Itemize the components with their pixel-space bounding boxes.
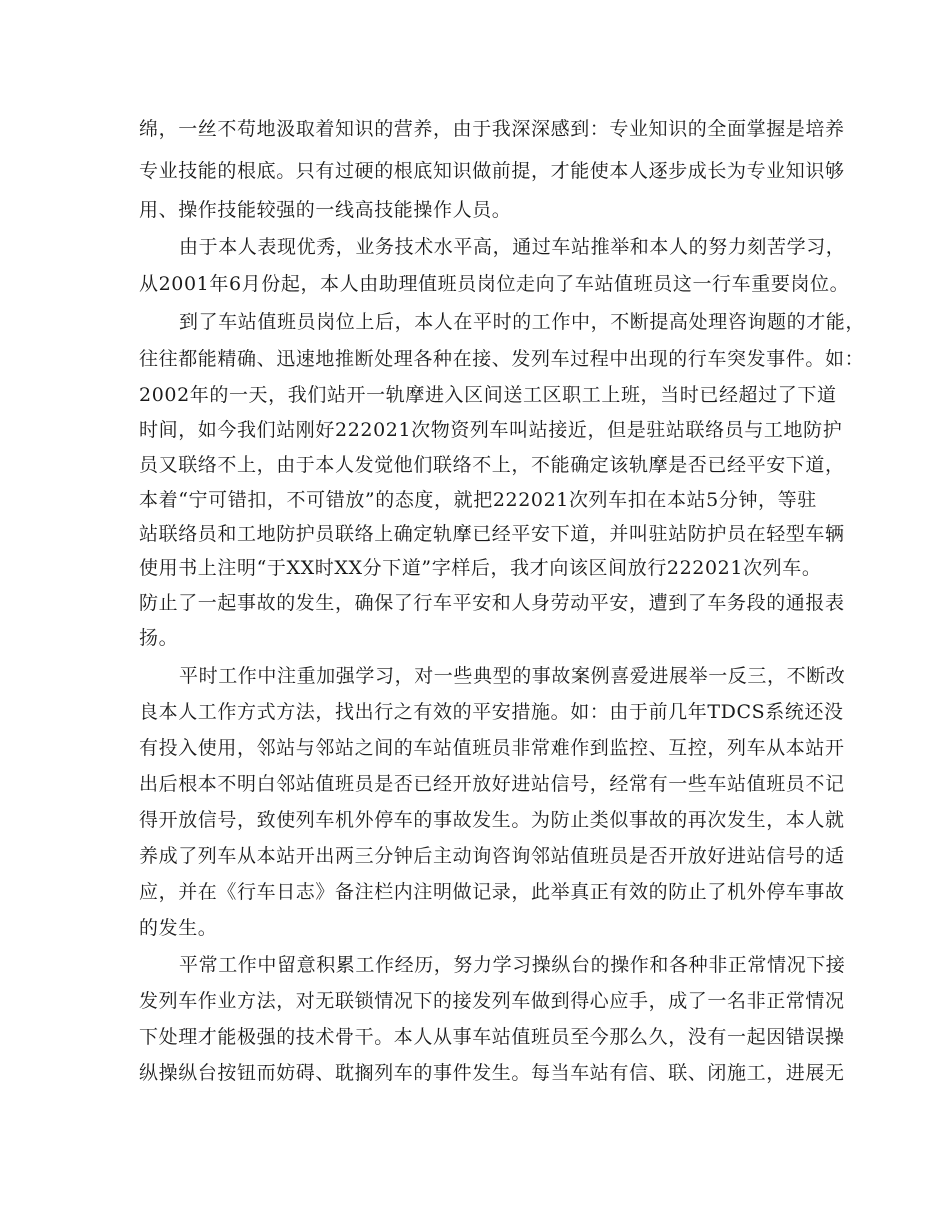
text-line: 往往都能精确、迅速地推断处理各种在接、发列车过程中出现的行车突发事件。如： <box>139 348 865 370</box>
text-line: 下处理才能极强的技术骨干。本人从事车站值班员至今那么久，没有一起因错误操 <box>139 1026 845 1048</box>
text-line: 用、操作技能较强的一线高技能操作人员。 <box>139 199 512 221</box>
text-line: 出后根本不明白邻站值班员是否已经开放好进站信号，经常有一些车站值班员不记 <box>139 773 845 795</box>
text-line: 的发生。 <box>139 917 218 939</box>
text-line: 有投入使用，邻站与邻站之间的车站值班员非常难作到监控、互控，列车从本站开 <box>139 737 845 759</box>
text-line: 使用书上注明“于XX时XX分下道”字样后，我才向该区间放行222021次列车。 <box>139 557 822 579</box>
text-line: 本着“宁可错扣，不可错放”的态度，就把222021次列车扣在本站5分钟，等驻 <box>139 489 817 511</box>
text-line: 绵，一丝不苟地汲取着知识的营养，由于我深深感到：专业知识的全面掌握是培养 <box>139 118 845 140</box>
text-line: 从2001年6月份起，本人由助理值班员岗位走向了车站值班员这一行车重要岗位。 <box>139 273 850 295</box>
text-line: 应，并在《行车日志》备注栏内注明做记录，此举真正有效的防止了机外停车事故 <box>139 881 845 903</box>
text-line: 到了车站值班员岗位上后，本人在平时的工作中，不断提高处理咨询题的才能， <box>179 311 866 333</box>
text-line: 员又联络不上，由于本人发觉他们联络不上，不能确定该轨摩是否已经平安下道， <box>139 454 845 476</box>
text-line: 专业技能的根底。只有过硬的根底知识做前提，才能使本人逐步成长为专业知识够 <box>139 160 845 182</box>
text-line: 纵操纵台按钮而妨碍、耽搁列车的事件发生。每当车站有信、联、闭施工，进展无 <box>139 1062 845 1084</box>
text-line: 良本人工作方式方法，找出行之有效的平安措施。如：由于前几年TDCS系统还没 <box>139 701 844 723</box>
text-line: 养成了列车从本站开出两三分钟后主动询咨询邻站值班员是否开放好进站信号的适 <box>139 845 845 867</box>
text-line: 时间，如今我们站刚好222021次物资列车叫站接近，但是驻站联络员与工地防护 <box>139 419 843 441</box>
text-line: 得开放信号，致使列车机外停车的事故发生。为防止类似事故的再次发生，本人就 <box>139 809 845 831</box>
text-line: 站联络员和工地防护员联络上确定轨摩已经平安下道，并叫驻站防护员在轻型车辆 <box>139 523 845 545</box>
text-line: 平时工作中注重加强学习，对一些典型的事故案例喜爱进展举一反三，不断改 <box>179 665 846 687</box>
text-line: 扬。 <box>139 627 179 649</box>
text-line: 防止了一起事故的发生，确保了行车平安和人身劳动平安，遭到了车务段的通报表 <box>139 592 845 614</box>
text-line: 2002年的一天，我们站开一轨摩进入区间送工区职工上班，当时已经超过了下道 <box>139 384 837 406</box>
text-line: 发列车作业方法，对无联锁情况下的接发列车做到得心应手，成了一名非正常情况 <box>139 990 845 1012</box>
text-line: 平常工作中留意积累工作经历，努力学习操纵台的操作和各种非正常情况下接 <box>179 954 846 976</box>
text-line: 由于本人表现优秀，业务技术水平高，通过车站推举和本人的努力刻苦学习， <box>179 236 846 258</box>
